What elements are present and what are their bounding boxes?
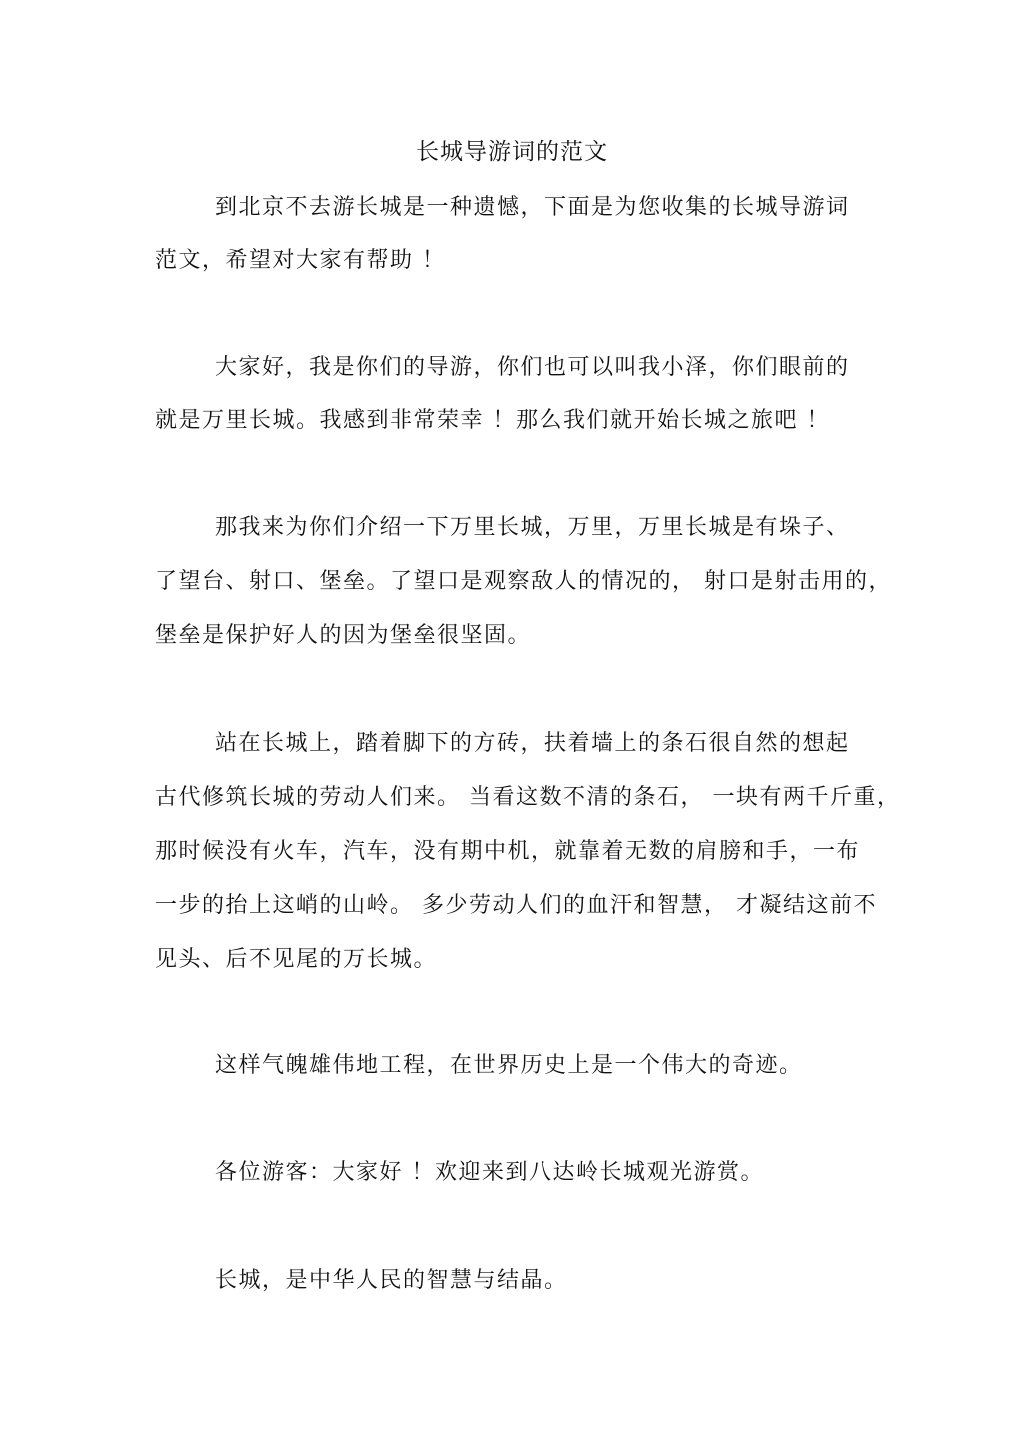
paragraph-line: 了望台、射口、堡垒。了望口是观察敌人的情况的， 射口是射击用的，: [155, 569, 892, 594]
document-title: 长城导游词的范文: [416, 139, 608, 165]
paragraph-line: 堡垒是保护好人的因为堡垒很坚固。: [155, 623, 532, 648]
paragraph-line: 到北京不去游长城是一种遗憾，下面是为您收集的长城导游词: [215, 195, 850, 220]
paragraph-line: 一步的抬上这峭的山岭。 多少劳动人们的血汗和智慧， 才凝结这前不: [155, 893, 877, 918]
paragraph-line: 就是万里长城。我感到非常荣幸 ！那么我们就开始长城之旅吧 ！: [155, 408, 830, 433]
paragraph-line: 范文，希望对大家有帮助 ！: [155, 248, 446, 273]
paragraph-line: 长城，是中华人民的智慧与结晶。: [215, 1268, 568, 1293]
paragraph-line: 各位游客：大家好 ！欢迎来到八达岭长城观光游赏。: [215, 1160, 764, 1185]
paragraph-line: 那我来为你们介绍一下万里长城，万里，万里长城是有垛子、: [215, 515, 850, 540]
paragraph-line: 古代修筑长城的劳动人们来。 当看这数不清的条石， 一块有两千斤重，: [155, 785, 901, 810]
paragraph-line: 大家好，我是你们的导游，你们也可以叫我小泽，你们眼前的: [215, 355, 850, 380]
paragraph-line: 站在长城上，踏着脚下的方砖，扶着墙上的条石很自然的想起: [215, 731, 850, 756]
paragraph-line: 这样气魄雄伟地工程，在世界历史上是一个伟大的奇迹。: [215, 1053, 803, 1078]
paragraph-line: 见头、后不见尾的万长城。: [155, 947, 438, 972]
paragraph-line: 那时候没有火车，汽车，没有期中机，就靠着无数的肩膀和手，一布: [155, 839, 861, 864]
